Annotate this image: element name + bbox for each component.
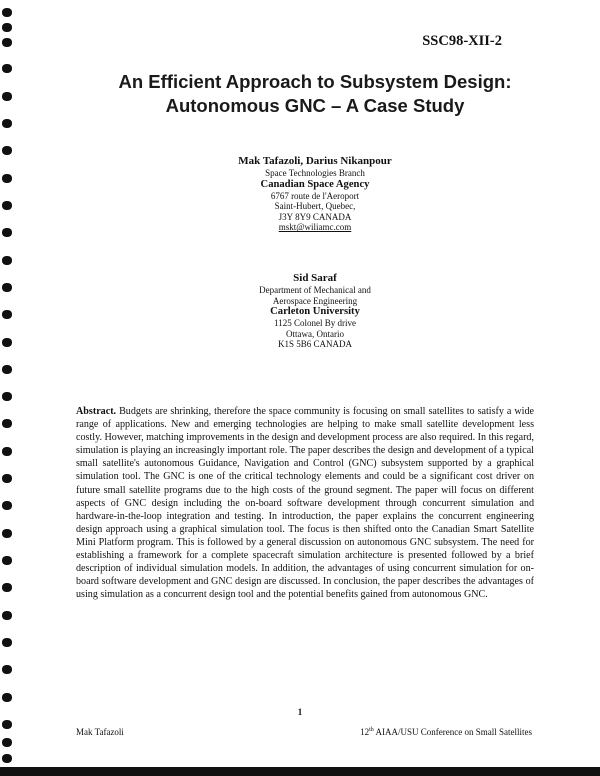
binding-hole [2, 556, 12, 565]
scan-bottom-edge [0, 767, 600, 776]
binding-hole [2, 365, 12, 374]
binding-hole [2, 338, 12, 347]
abstract-label: Abstract. [76, 406, 117, 417]
binding-hole [2, 611, 12, 620]
binding-hole [2, 38, 12, 47]
binding-hole [2, 174, 12, 183]
author-street: 1125 Colonel By drive [274, 318, 356, 329]
binding-hole [2, 119, 12, 128]
binding-hole [2, 23, 12, 32]
author-names: Mak Tafazoli, Darius Nikanpour [238, 155, 392, 167]
document-id: SSC98-XII-2 [422, 33, 502, 49]
author-block-secondary [80, 272, 550, 350]
binding-hole [2, 583, 12, 592]
title-line-1: An Efficient Approach to Subsystem Design: [118, 71, 512, 92]
author-organization: Carleton University [270, 306, 360, 318]
binding-hole [2, 529, 12, 538]
binding-hole [2, 201, 12, 210]
binding-hole [2, 392, 12, 401]
binding-hole [2, 256, 12, 265]
binding-hole [2, 501, 12, 510]
author-city: Saint-Hubert, Quebec, [274, 201, 356, 212]
footer-author: Mak Tafazoli [76, 727, 124, 737]
binding-hole [2, 228, 12, 237]
author-department-2: Aerospace Engineering [272, 295, 358, 306]
binding-hole [2, 638, 12, 647]
binding-hole [2, 419, 12, 428]
binding-hole [2, 474, 12, 483]
binding-hole [2, 720, 12, 729]
author-organization: Canadian Space Agency [260, 178, 370, 190]
author-block-primary [80, 155, 550, 233]
binding-hole [2, 754, 12, 763]
author-city: Ottawa, Ontario [286, 328, 344, 339]
author-postal: J3Y 8Y9 CANADA [278, 211, 352, 222]
title-line-2: Autonomous GNC – A Case Study [165, 95, 465, 116]
binding-hole [2, 310, 12, 319]
binding-hole [2, 8, 12, 17]
author-name: Sid Saraf [293, 272, 337, 284]
abstract-text: Budgets are shrinking, therefore the space community is focusing on small satellites to satisfy a wide range of applications. New and emerging technologies are helping to make small satellite development less costly. However, matching improvements in the design and development process are also required. In this regard, simulation is playing an increasingly important role. The paper describes the design and development of a typical small satellite's autonomous Guidance, Navigation and Control (GNC) subsystem supported by a graphical simulation tool. The GNC is one of the critical technology elements and could be a significant cost driver on future small satellite programs due to the high costs of the ground segment. The paper will focus on different aspects of GNC design including the on-board software development through concurrent simulation and hardware-in-the-loop integration and testing. In introduction, the paper explains the concurrent engineering design approach using a graphical simulation tool. The focus is then shifted onto the Canadian Smart Satellite Mini Platform program. This is followed by a general discussion on autonomous GNC subsystem. The need for establishing a framework for a complete spacecraft simulation architecture is presented followed by a brief description of individual simulation models. In addition, the advantages of using concurrent simulation for on-board software development and GNC design are discussed. In conclusion, the paper describes the advantages of using simulation as a concurrent design tool and the potential benefits gained from autonomous GNC. [76, 406, 534, 601]
binding-hole [2, 64, 12, 73]
binding-holes [0, 0, 16, 776]
binding-hole [2, 693, 12, 702]
footer-conference [360, 727, 532, 737]
binding-hole [2, 665, 12, 674]
footer-conference-suffix: th [369, 727, 374, 733]
footer-conference-number: 12 [360, 727, 370, 737]
binding-hole [2, 283, 12, 292]
author-email: mskt@wiliamc.com [278, 222, 352, 233]
author-street: 6767 route de l'Aeroport [270, 190, 360, 201]
abstract-paragraph [76, 405, 534, 601]
paper-title [60, 70, 570, 118]
binding-hole [2, 146, 12, 155]
page-number: 1 [297, 707, 303, 717]
footer-conference-name: AIAA/USU Conference on Small Satellites [373, 727, 532, 737]
author-department-1: Department of Mechanical and [259, 285, 371, 295]
author-postal: K1S 5B6 CANADA [277, 339, 352, 350]
binding-hole [2, 447, 12, 456]
author-branch: Space Technologies Branch [265, 168, 365, 178]
binding-hole [2, 92, 12, 101]
binding-hole [2, 738, 12, 747]
